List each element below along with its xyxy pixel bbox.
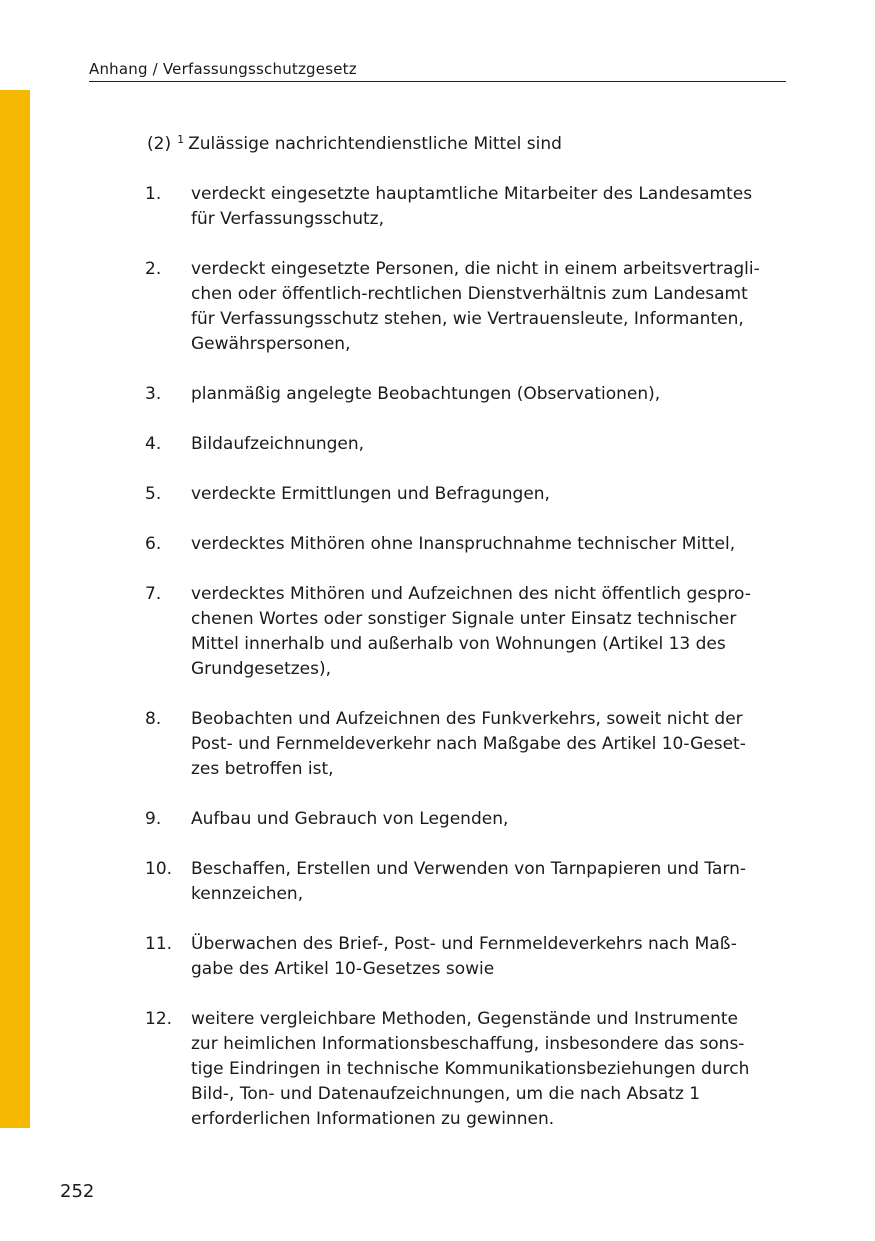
list-item-line: Post- und Fernmeldeverkehr nach Maßgabe des Artikel 10-Geset- xyxy=(191,734,746,754)
list-item-line: chen oder öffentlich-rechtlichen Dienstverhältnis zum Landesamt xyxy=(191,284,748,304)
list-item-number: 1. xyxy=(145,184,162,204)
list-item-line: Bildaufzeichnungen, xyxy=(191,434,365,454)
list-item-text xyxy=(191,857,787,907)
list-item-line: für Verfassungsschutz stehen, wie Vertrauensleute, Informanten, xyxy=(191,309,744,329)
list-item-line: Gewährspersonen, xyxy=(191,334,351,354)
list-item-line: weitere vergleichbare Methoden, Gegenstände und Instrumente xyxy=(191,1009,738,1029)
list-item-line: verdecktes Mithören ohne Inanspruchnahme technischer Mittel, xyxy=(191,534,736,554)
list-item-line: erforderlichen Informationen zu gewinnen. xyxy=(191,1109,555,1129)
list-item-line: Überwachen des Brief-, Post- und Fernmeldeverkehrs nach Maß- xyxy=(191,934,737,954)
list-item-line: verdeckt eingesetzte hauptamtliche Mitarbeiter des Landesamtes xyxy=(191,184,753,204)
list-item-number: 4. xyxy=(145,434,162,454)
list-item-text xyxy=(191,1007,787,1132)
paragraph-label: (2) xyxy=(147,134,172,154)
list-item-text xyxy=(191,482,787,507)
list-item-number: 8. xyxy=(145,709,162,729)
chapter-color-bar xyxy=(0,90,30,1128)
list-item-line: Grundgesetzes), xyxy=(191,659,332,679)
page-number: 252 xyxy=(60,1181,95,1202)
list-item-text xyxy=(191,182,787,232)
list-item-text xyxy=(191,807,787,832)
list-item-number: 7. xyxy=(145,584,162,604)
list-item-line: Beschaffen, Erstellen und Verwenden von Tarnpapieren und Tarn- xyxy=(191,859,746,879)
list-item-text xyxy=(191,707,787,782)
list-item-line: für Verfassungsschutz, xyxy=(191,209,384,229)
list-item-line: verdeckt eingesetzte Personen, die nicht in einem arbeitsvertragli- xyxy=(191,259,760,279)
list-item-line: gabe des Artikel 10-Gesetzes sowie xyxy=(191,959,495,979)
list-item-number: 3. xyxy=(145,384,162,404)
list-item-line: zur heimlichen Informationsbeschaffung, insbesondere das sons- xyxy=(191,1034,745,1054)
paragraph-intro-text: Zulässige nachrichtendienstliche Mittel sind xyxy=(188,134,562,154)
list-item-number: 9. xyxy=(145,809,162,829)
list-item-line: Aufbau und Gebrauch von Legenden, xyxy=(191,809,509,829)
list-item-line: kennzeichen, xyxy=(191,884,304,904)
sentence-number: 1 xyxy=(177,133,185,146)
list-item-text xyxy=(191,932,787,982)
list-item-line: tige Eindringen in technische Kommunikationsbeziehungen durch xyxy=(191,1059,750,1079)
list-item-text xyxy=(191,432,787,457)
list-item-line: Bild-, Ton- und Datenaufzeichnungen, um die nach Absatz 1 xyxy=(191,1084,701,1104)
list-item-text xyxy=(191,382,787,407)
list-item-text xyxy=(191,582,787,682)
list-item-text xyxy=(191,257,787,357)
list-item-line: verdecktes Mithören und Aufzeichnen des nicht öffentlich gespro- xyxy=(191,584,751,604)
list-item-line: planmäßig angelegte Beobachtungen (Observationen), xyxy=(191,384,661,404)
list-item-line: verdeckte Ermittlungen und Befragungen, xyxy=(191,484,550,504)
list-item-line: Beobachten und Aufzeichnen des Funkverkehrs, soweit nicht der xyxy=(191,709,743,729)
header-rule xyxy=(89,81,786,82)
list-item-line: chenen Wortes oder sonstiger Signale unter Einsatz technischer xyxy=(191,609,737,629)
list-item-line: zes betroffen ist, xyxy=(191,759,334,779)
list-item-number: 2. xyxy=(145,259,162,279)
list-item-number: 5. xyxy=(145,484,162,504)
list-item-number: 12. xyxy=(145,1009,173,1029)
running-header: Anhang / Verfassungsschutzgesetz xyxy=(89,60,357,78)
paragraph-intro xyxy=(147,132,562,158)
list-item-line: Mittel innerhalb und außerhalb von Wohnungen (Artikel 13 des xyxy=(191,634,726,654)
list-item-number: 6. xyxy=(145,534,162,554)
list-item-number: 11. xyxy=(145,934,173,954)
list-item-number: 10. xyxy=(145,859,173,879)
list-item-text xyxy=(191,532,787,557)
